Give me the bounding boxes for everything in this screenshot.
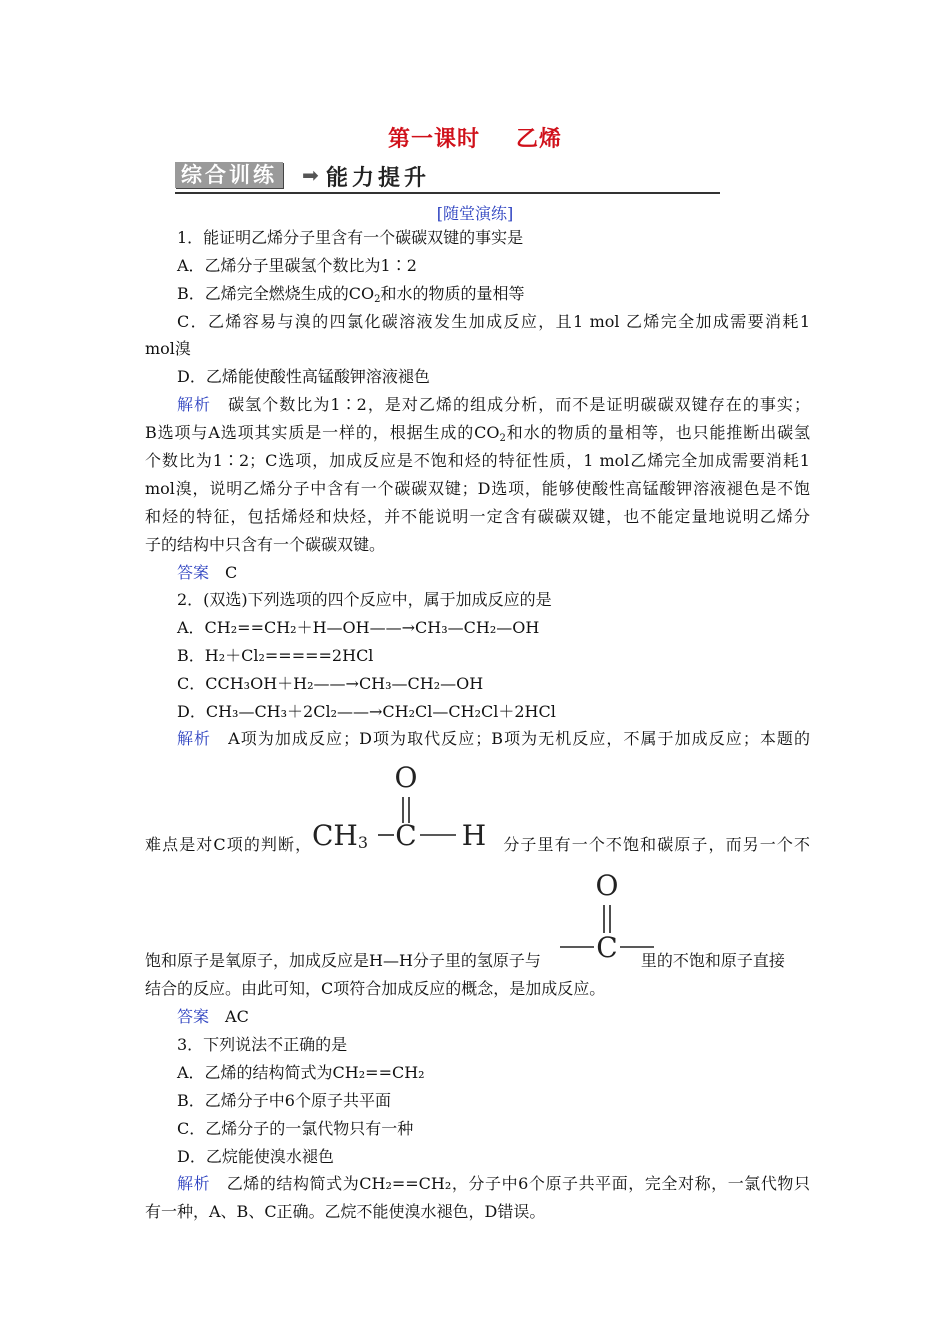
- struct1-o: O: [394, 761, 418, 794]
- struct1-h: H: [461, 819, 487, 852]
- struct1-ch: CH: [312, 819, 358, 852]
- q1-jiexi-line2: [145, 423, 810, 449]
- q2-jiexi-3b: 里的不饱和原子直接: [640, 951, 785, 970]
- q3-jiexi-line2: 有一种，A、B、C正确。乙烷不能使溴水褪色，D错误。: [145, 1202, 546, 1221]
- banner-box: 综合训练: [175, 162, 283, 188]
- q3-option-a: A．乙烯的结构简式为CH₂==CH₂: [177, 1063, 425, 1082]
- q1-jiexi-line6: 子的结构中只含有一个碳碳双键。: [145, 535, 386, 554]
- struct2-o: O: [595, 869, 619, 902]
- answer-label: 答案: [177, 563, 210, 582]
- q2-jiexi-line2: [145, 835, 810, 855]
- page-title: [0, 122, 950, 153]
- q3-stem: 3．下列说法不正确的是: [177, 1035, 348, 1054]
- title-part-1: 第一课时: [387, 127, 480, 152]
- q1-jiexi-line1: [177, 395, 810, 415]
- q1-jiexi-2a: B选项与A选项其实质是一样的，根据生成的CO: [145, 423, 500, 442]
- q2-answer: [177, 1007, 810, 1027]
- struct2-c: C: [596, 931, 618, 964]
- q2-jiexi-text1: A项为加成反应；D项为取代反应；B项为无机反应，不属于加成反应；本题的: [228, 729, 810, 748]
- q3-option-d: D．乙烷能使溴水褪色: [177, 1147, 334, 1166]
- answer-label: 答案: [177, 1007, 210, 1026]
- q2-option-b: B．H₂＋Cl₂=====2HCl: [177, 646, 374, 665]
- q2-stem: 2．(双选)下列选项的四个反应中，属于加成反应的是: [177, 590, 552, 609]
- jiexi-label: 解析: [177, 729, 212, 748]
- q2-option-a: A．CH₂==CH₂＋H—OH——→CH₃—CH₂—OH: [177, 618, 540, 637]
- q1-b-sub: 2: [374, 294, 381, 305]
- q1-option-c-line1: C．乙烯容易与溴的四氯化碳溶液发生加成反应，且1 mol 乙烯完全加成需要消耗1: [177, 312, 810, 331]
- q1-jiexi-line5: 和烃的特征，包括烯烃和炔烃，并不能说明一定含有碳碳双键，也不能定量地说明乙烯分: [145, 507, 810, 526]
- q1-stem: 1．能证明乙烯分子里含有一个碳碳双键的事实是: [177, 228, 524, 247]
- q1-jiexi-line3: 个数比为1∶2；C选项，加成反应是不饱和烃的特征性质，1 mol乙烯完全加成需要消耗1: [145, 451, 810, 470]
- q2-jiexi-2b: 分子里有一个不饱和碳原子，而另一个不: [502, 835, 810, 854]
- q1-b-pre: B．乙烯完全燃烧生成的CO: [177, 284, 375, 303]
- q3-jiexi-line1: [177, 1174, 810, 1194]
- q3-jiexi-text1: 乙烯的结构简式为CH₂==CH₂，分子中6个原子共平面，完全对称，一氯代物只: [226, 1174, 810, 1193]
- banner-subtitle: 能力提升: [326, 166, 431, 191]
- section-label: [随堂演练]: [436, 204, 514, 223]
- jiexi-label: 解析: [177, 395, 212, 414]
- q3-option-b: B．乙烯分子中6个原子共平面: [177, 1091, 391, 1110]
- title-part-2: 乙烯: [516, 127, 563, 152]
- q3-option-c: C．乙烯分子的一氯代物只有一种: [177, 1119, 414, 1138]
- q1-jiexi-2sub: 2: [499, 433, 506, 444]
- q2-jiexi-3a: 饱和原子是氧原子，加成反应是H—H分子里的氢原子与: [145, 951, 541, 970]
- q2-jiexi-line1: [177, 729, 810, 749]
- q2-option-c: C．CCH₃OH＋H₂——→CH₃—CH₂—OH: [177, 674, 484, 693]
- q1-option-b: [177, 284, 810, 310]
- q1-option-a: A．乙烯分子里碳氢个数比为1∶2: [177, 256, 417, 275]
- q1-jiexi-text1: 碳氢个数比为1∶2，是对乙烯的组成分析，而不是证明碳碳双键存在的事实；: [228, 395, 810, 414]
- q2-jiexi-line4: 结合的反应。由此可知，C项符合加成反应的概念，是加成反应。: [145, 979, 606, 998]
- struct1-three: 3: [357, 833, 369, 852]
- q1-option-c-line2: mol溴: [145, 339, 191, 358]
- q1-answer-value: C: [225, 563, 238, 582]
- struct1-c: C: [395, 819, 417, 852]
- section-banner: [175, 160, 720, 194]
- q2-jiexi-line3: [145, 951, 810, 971]
- jiexi-label: 解析: [177, 1174, 211, 1193]
- q2-answer-value: AC: [225, 1007, 249, 1026]
- q1-b-post: 和水的物质的量相等: [380, 284, 525, 303]
- arrow-right-icon: ➡: [302, 163, 319, 187]
- q1-answer: [177, 563, 810, 583]
- q1-jiexi-line4: mol溴，说明乙烯分子中含有一个碳碳双键；D选项，能够使酸性高锰酸钾溶液褪色是不饱: [145, 479, 810, 498]
- q2-option-d: D．CH₃—CH₃＋2Cl₂——→CH₂Cl—CH₂Cl＋2HCl: [177, 702, 556, 721]
- q1-option-d: D．乙烯能使酸性高锰酸钾溶液褪色: [177, 367, 430, 386]
- q2-jiexi-2a: 难点是对C项的判断，: [145, 835, 313, 854]
- q1-jiexi-2b: 和水的物质的量相等，也只能推断出碳氢: [505, 423, 810, 442]
